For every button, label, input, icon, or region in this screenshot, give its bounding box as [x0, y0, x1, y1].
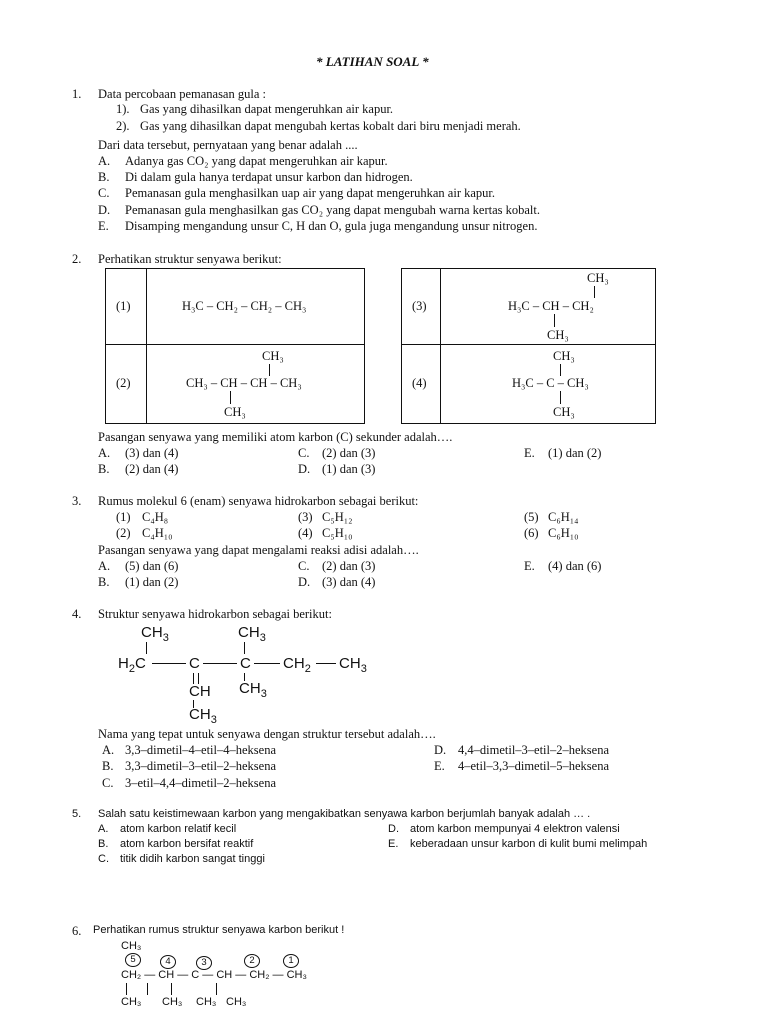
formula-text: C₅H₁₂: [322, 510, 353, 524]
bond: [147, 983, 148, 995]
option-text: Adanya gas CO₂ yang dapat mengeruhkan air kapur.: [125, 154, 388, 168]
structure-branch: CH₃: [547, 328, 569, 342]
option-label: B.: [102, 759, 114, 773]
option-label: E.: [524, 559, 535, 573]
data-text: Gas yang dihasilkan dapat mengubah kertas kobalt dari biru menjadi merah.: [140, 119, 521, 133]
question-stem: Perhatikan struktur senyawa berikut:: [98, 252, 282, 266]
question-number: 6.: [72, 924, 82, 938]
question-prompt: Nama yang tepat untuk senyawa dengan struktur tersebut adalah….: [98, 727, 436, 741]
option-label: D.: [434, 743, 447, 757]
structure-branch: CH₃: [121, 996, 142, 1008]
question-stem: Data percobaan pemanasan gula :: [98, 87, 266, 101]
option-label: D.: [98, 203, 111, 217]
option-label: C.: [298, 559, 310, 573]
option-label: B.: [98, 462, 110, 476]
option-text: (2) dan (3): [322, 446, 376, 460]
carbon-number-circle: 2: [244, 954, 260, 968]
table-divider: [401, 344, 656, 345]
formula-label: (6): [524, 526, 539, 540]
page-title: * LATIHAN SOAL *: [316, 54, 429, 69]
question-prompt: Pasangan senyawa yang memiliki atom karbon (C) sekunder adalah….: [98, 430, 453, 444]
bond: [126, 983, 127, 995]
carbon-number-circle: 5: [125, 953, 141, 967]
option-label: C.: [98, 853, 109, 865]
data-label: 1).: [116, 102, 130, 116]
formula-text: C₅H₁₀: [322, 526, 353, 540]
option-label: A.: [98, 823, 109, 835]
option-text: Pemanasan gula menghasilkan gas CO₂ yang dapat mengubah warna kertas kobalt.: [125, 203, 541, 217]
option-text: atom karbon mempunyai 4 elektron valensi: [410, 823, 620, 835]
option-label: A.: [98, 559, 111, 573]
option-text: (3) dan (4): [125, 446, 179, 460]
structure-formula: CH₂ — CH — C — CH — CH₂ — CH₃: [121, 969, 307, 981]
bond: [171, 983, 172, 995]
option-text: Disamping mengandung unsur C, H dan O, gula juga mengandung unsur nitrogen.: [125, 219, 538, 233]
option-text: (1) dan (2): [125, 575, 179, 589]
option-label: A.: [102, 743, 115, 757]
option-text: Di dalam gula hanya terdapat unsur karbon dan hidrogen.: [125, 170, 413, 184]
structure-branch: CH₃: [587, 271, 609, 285]
option-text: 4–etil–3,3–dimetil–5–heksena: [458, 759, 610, 773]
structure-formula: H₃C – CH – CH₂: [508, 299, 594, 313]
formula-text: C₆H₁₀: [548, 526, 579, 540]
formula-label: (1): [116, 510, 131, 524]
carbon-number-circle: 1: [283, 954, 299, 968]
atom-label: $H_2C$: [118, 655, 146, 675]
option-label: C.: [298, 446, 310, 460]
option-text: (1) dan (3): [322, 462, 376, 476]
option-text: Pemanasan gula menghasilkan uap air yang dapat mengeruhkan air kapur.: [125, 186, 496, 200]
option-text: atom karbon bersifat reaktif: [120, 838, 254, 850]
bond: [244, 642, 245, 654]
option-text: keberadaan unsur karbon di kulit bumi melimpah: [410, 838, 648, 850]
data-label: 2).: [116, 119, 130, 133]
option-label: B.: [98, 575, 110, 589]
question-prompt: Pasangan senyawa yang dapat mengalami reaksi adisi adalah….: [98, 543, 419, 557]
structure-branch: CH₃: [262, 349, 284, 363]
option-text: 4,4–dimetil–3–etil–2–heksena: [458, 743, 610, 757]
bond: [152, 663, 186, 664]
option-label: D.: [298, 462, 311, 476]
formula-label: (3): [298, 510, 313, 524]
bond: [316, 663, 336, 664]
structure-formula: H₃C – CH₂ – CH₂ – CH₃: [182, 299, 307, 313]
structure-label: (4): [412, 376, 427, 390]
bond: [554, 314, 555, 327]
option-text: titik didih karbon sangat tinggi: [120, 853, 265, 865]
option-label: A.: [98, 446, 111, 460]
structure-branch: CH₃: [196, 996, 217, 1008]
structure-formula: CH₃ – CH – CH – CH₃: [186, 376, 302, 390]
atom-label: $CH_3$: [339, 655, 367, 675]
bond: [216, 983, 217, 995]
structure-branch: CH₃: [553, 405, 575, 419]
question-stem: Struktur senyawa hidrokarbon sebagai berikut:: [98, 607, 332, 621]
bond: [254, 663, 280, 664]
bond: [269, 364, 270, 376]
option-text: 3,3–dimetil–3–etil–2–heksena: [125, 759, 277, 773]
question-number: 5.: [72, 808, 82, 820]
option-text: atom karbon relatif kecil: [120, 823, 237, 835]
bond: [560, 391, 561, 404]
question-stem: Salah satu keistimewaan karbon yang mengakibatkan senyawa karbon berjumlah banyak adalah … .: [98, 808, 591, 820]
data-text: Gas yang dihasilkan dapat mengeruhkan air kapur.: [140, 102, 394, 116]
structure-table-left: [105, 268, 365, 424]
atom-label: C: [189, 655, 200, 672]
structure-label: (3): [412, 299, 427, 313]
carbon-number-circle: 3: [196, 956, 212, 970]
structure-branch: $CH_3$: [239, 680, 267, 700]
structure-branch: $CH_3$: [189, 706, 217, 726]
option-text: (5) dan (6): [125, 559, 179, 573]
option-label: B.: [98, 170, 110, 184]
structure-branch: $CH_3$: [238, 624, 266, 644]
bond: [146, 642, 147, 654]
question-number: 3.: [72, 494, 82, 508]
option-text: (4) dan (6): [548, 559, 602, 573]
structure-branch: CH₃: [553, 349, 575, 363]
table-divider: [146, 268, 147, 423]
atom-label: C: [240, 655, 251, 672]
option-text: (2) dan (4): [125, 462, 179, 476]
formula-label: (2): [116, 526, 131, 540]
atom-label: CH: [189, 683, 211, 700]
option-text: (3) dan (4): [322, 575, 376, 589]
option-label: D.: [388, 823, 399, 835]
structure-branch: CH₃: [162, 996, 183, 1008]
option-label: E.: [388, 838, 399, 850]
atom-label: $CH_2$: [283, 655, 311, 675]
structure-label: (1): [116, 299, 131, 313]
formula-text: C₄H₁₀: [142, 526, 173, 540]
formula-label: (5): [524, 510, 539, 524]
structure-branch: CH₃: [224, 405, 246, 419]
bond: [203, 663, 237, 664]
option-label: E.: [434, 759, 445, 773]
formula-text: C₆H₁₄: [548, 510, 579, 524]
question-number: 2.: [72, 252, 82, 266]
table-divider: [440, 268, 441, 423]
structure-formula: H₃C – C – CH₃: [512, 376, 589, 390]
option-text: 3,3–dimetil–4–etil–4–heksena: [125, 743, 277, 757]
option-text: 3–etil–4,4–dimetil–2–heksena: [125, 776, 277, 790]
option-label: C.: [98, 186, 110, 200]
formula-text: C₄H₈: [142, 510, 169, 524]
carbon-number-circle: 4: [160, 955, 176, 969]
option-text: (1) dan (2): [548, 446, 602, 460]
option-label: A.: [98, 154, 111, 168]
option-text: (2) dan (3): [322, 559, 376, 573]
structure-branch: $CH_3$: [141, 624, 169, 644]
question-stem: Rumus molekul 6 (enam) senyawa hidrokarbon sebagai berikut:: [98, 494, 419, 508]
option-label: E.: [98, 219, 109, 233]
structure-label: (2): [116, 376, 131, 390]
structure-branch: CH₃: [121, 940, 142, 952]
formula-label: (4): [298, 526, 313, 540]
option-label: B.: [98, 838, 109, 850]
table-divider: [105, 344, 365, 345]
option-label: C.: [102, 776, 114, 790]
bond: [230, 391, 231, 404]
question-prompt: Dari data tersebut, pernyataan yang benar adalah ....: [98, 138, 358, 152]
question-number: 4.: [72, 607, 82, 621]
question-stem: Perhatikan rumus struktur senyawa karbon berikut !: [93, 924, 345, 936]
bond: [594, 286, 595, 298]
structure-branch: CH₃: [226, 996, 247, 1008]
question-number: 1.: [72, 87, 82, 101]
option-label: D.: [298, 575, 311, 589]
bond: [560, 364, 561, 376]
option-label: E.: [524, 446, 535, 460]
